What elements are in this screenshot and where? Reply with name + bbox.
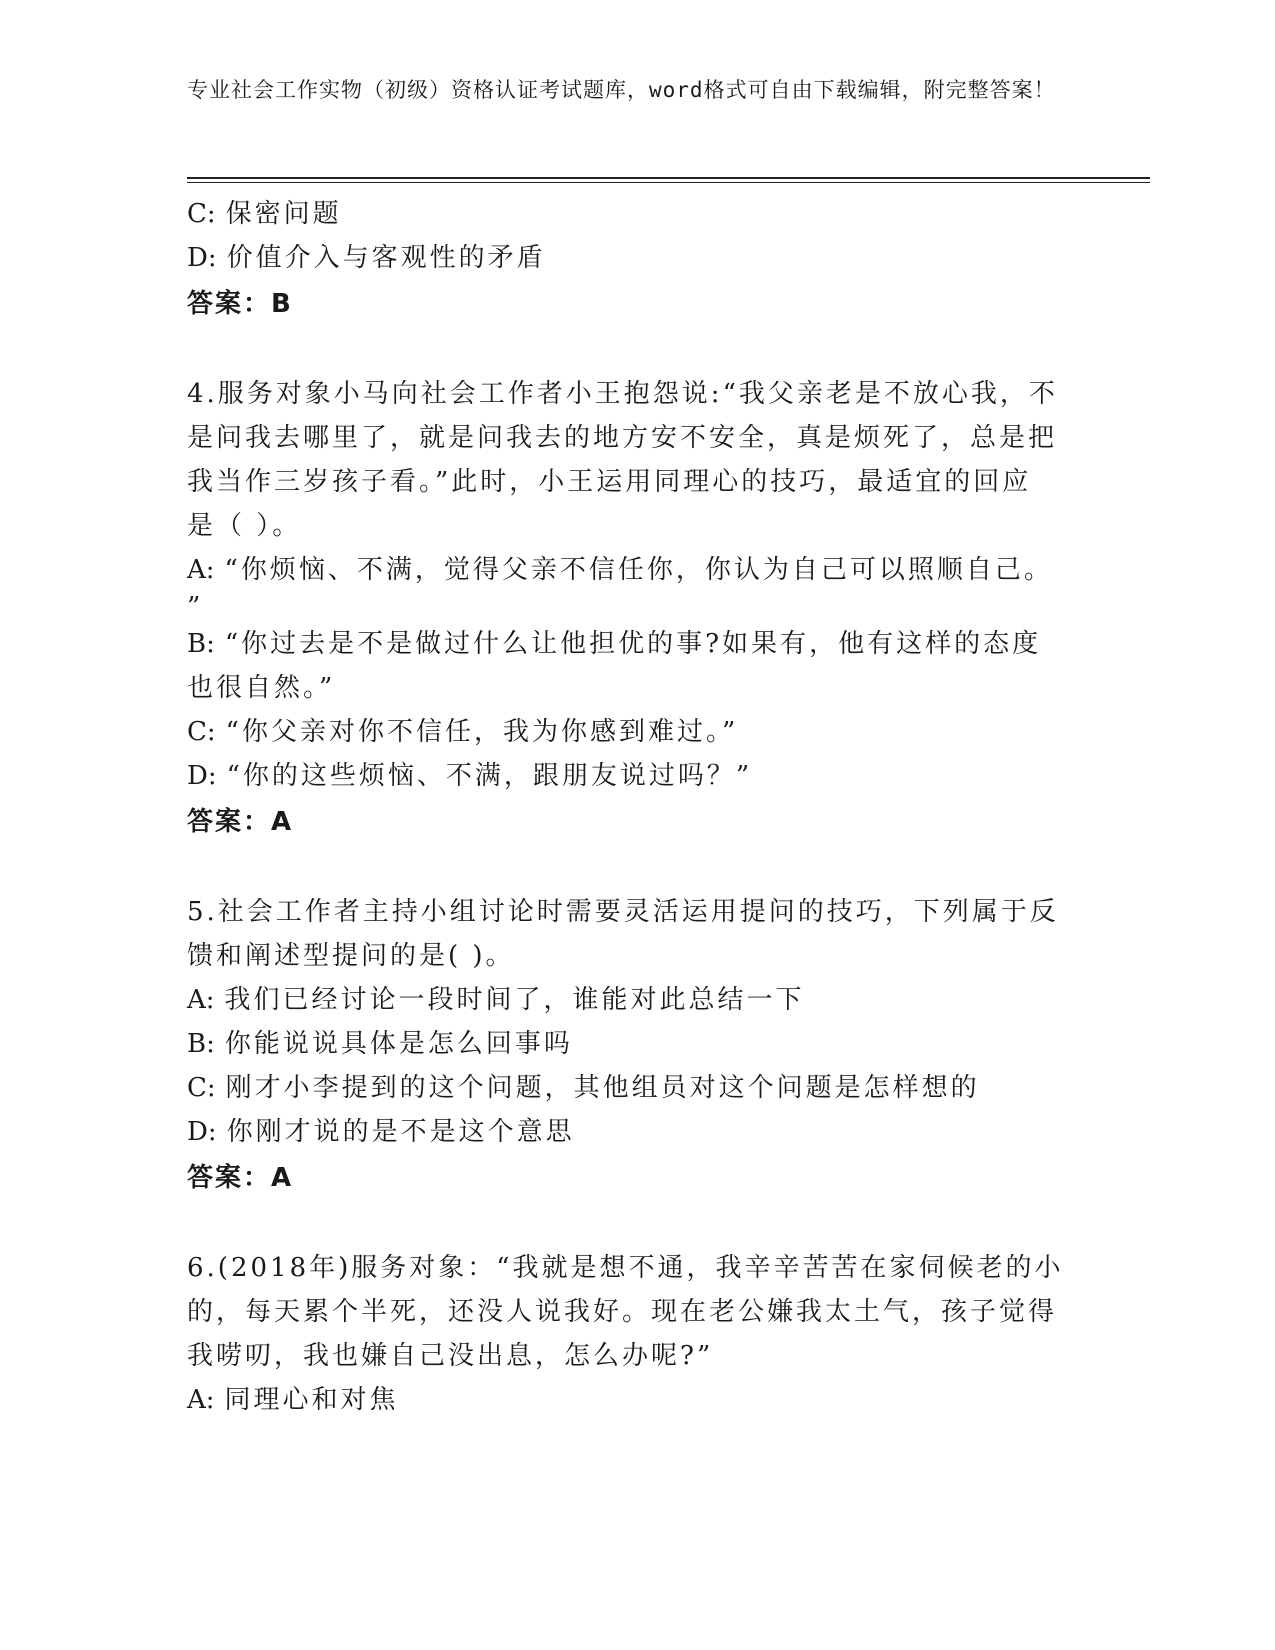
option-c: C: “你父亲对你不信任，我为你感到难过。”	[187, 717, 739, 747]
header-rule-thin	[187, 182, 1150, 183]
option-d: D: 价值介入与客观性的矛盾	[187, 243, 546, 273]
answer-label: 答案：A	[187, 807, 294, 837]
question-stem-line: 是问我去哪里了，就是问我去的地方安不安全，真是烦死了，总是把	[187, 423, 1058, 453]
header-rule-thick	[187, 177, 1150, 179]
question-stem-line: 我唠叨，我也嫌自己没出息，怎么办呢?”	[187, 1341, 714, 1371]
question-stem-line: 4.服务对象小马向社会工作者小王抱怨说:“我父亲老是不放心我，不	[187, 379, 1058, 409]
question-stem-line: 是（ ）。	[187, 511, 302, 541]
question-stem-line: 5.社会工作者主持小组讨论时需要灵活运用提问的技巧，下列属于反	[187, 897, 1059, 927]
question-stem-line: 馈和阐述型提问的是( )。	[187, 941, 515, 971]
question-4	[187, 372, 1077, 846]
question-stem-line: 6.(2018年)服务对象：“我就是想不通，我辛辛苦苦在家伺候老的小	[187, 1253, 1064, 1283]
option-a-continuation: ”	[187, 592, 204, 622]
question-6	[187, 1246, 1077, 1422]
question-3-tail	[187, 192, 1077, 328]
question-stem-line: 我当作三岁孩子看。”此时，小王运用同理心的技巧，最适宜的回应	[187, 467, 1032, 497]
answer-label: 答案：A	[187, 1163, 294, 1193]
option-c: C: 刚才小李提到的这个问题，其他组员对这个问题是怎样想的	[187, 1073, 980, 1103]
option-a: A: 我们已经讨论一段时间了，谁能对此总结一下	[187, 985, 805, 1015]
page-header	[187, 74, 1067, 106]
question-stem-line: 的，每天累个半死，还没人说我好。现在老公嫌我太土气，孩子觉得	[187, 1297, 1058, 1327]
option-c: C: 保密问题	[187, 199, 342, 229]
question-5	[187, 890, 1077, 1202]
header-text: 专业社会工作实物（初级）资格认证考试题库，word格式可自由下载编辑，附完整答案！	[187, 78, 1056, 102]
document-body	[187, 192, 1077, 1422]
option-d: D: 你刚才说的是不是这个意思	[187, 1117, 575, 1147]
answer-label: 答案：B	[187, 289, 293, 319]
option-d: D: “你的这些烦恼、不满，跟朋友说过吗？”	[187, 761, 753, 791]
option-a: A: “你烦恼、不满，觉得父亲不信任你，你认为自己可以照顺自己。	[187, 555, 1053, 585]
option-a: A: 同理心和对焦	[187, 1385, 399, 1415]
option-b: B: “你过去是不是做过什么让他担优的事?如果有，他有这样的态度	[187, 629, 1042, 659]
option-b: B: 你能说说具体是怎么回事吗	[187, 1029, 573, 1059]
option-b-continuation: 也很自然。”	[187, 673, 336, 703]
